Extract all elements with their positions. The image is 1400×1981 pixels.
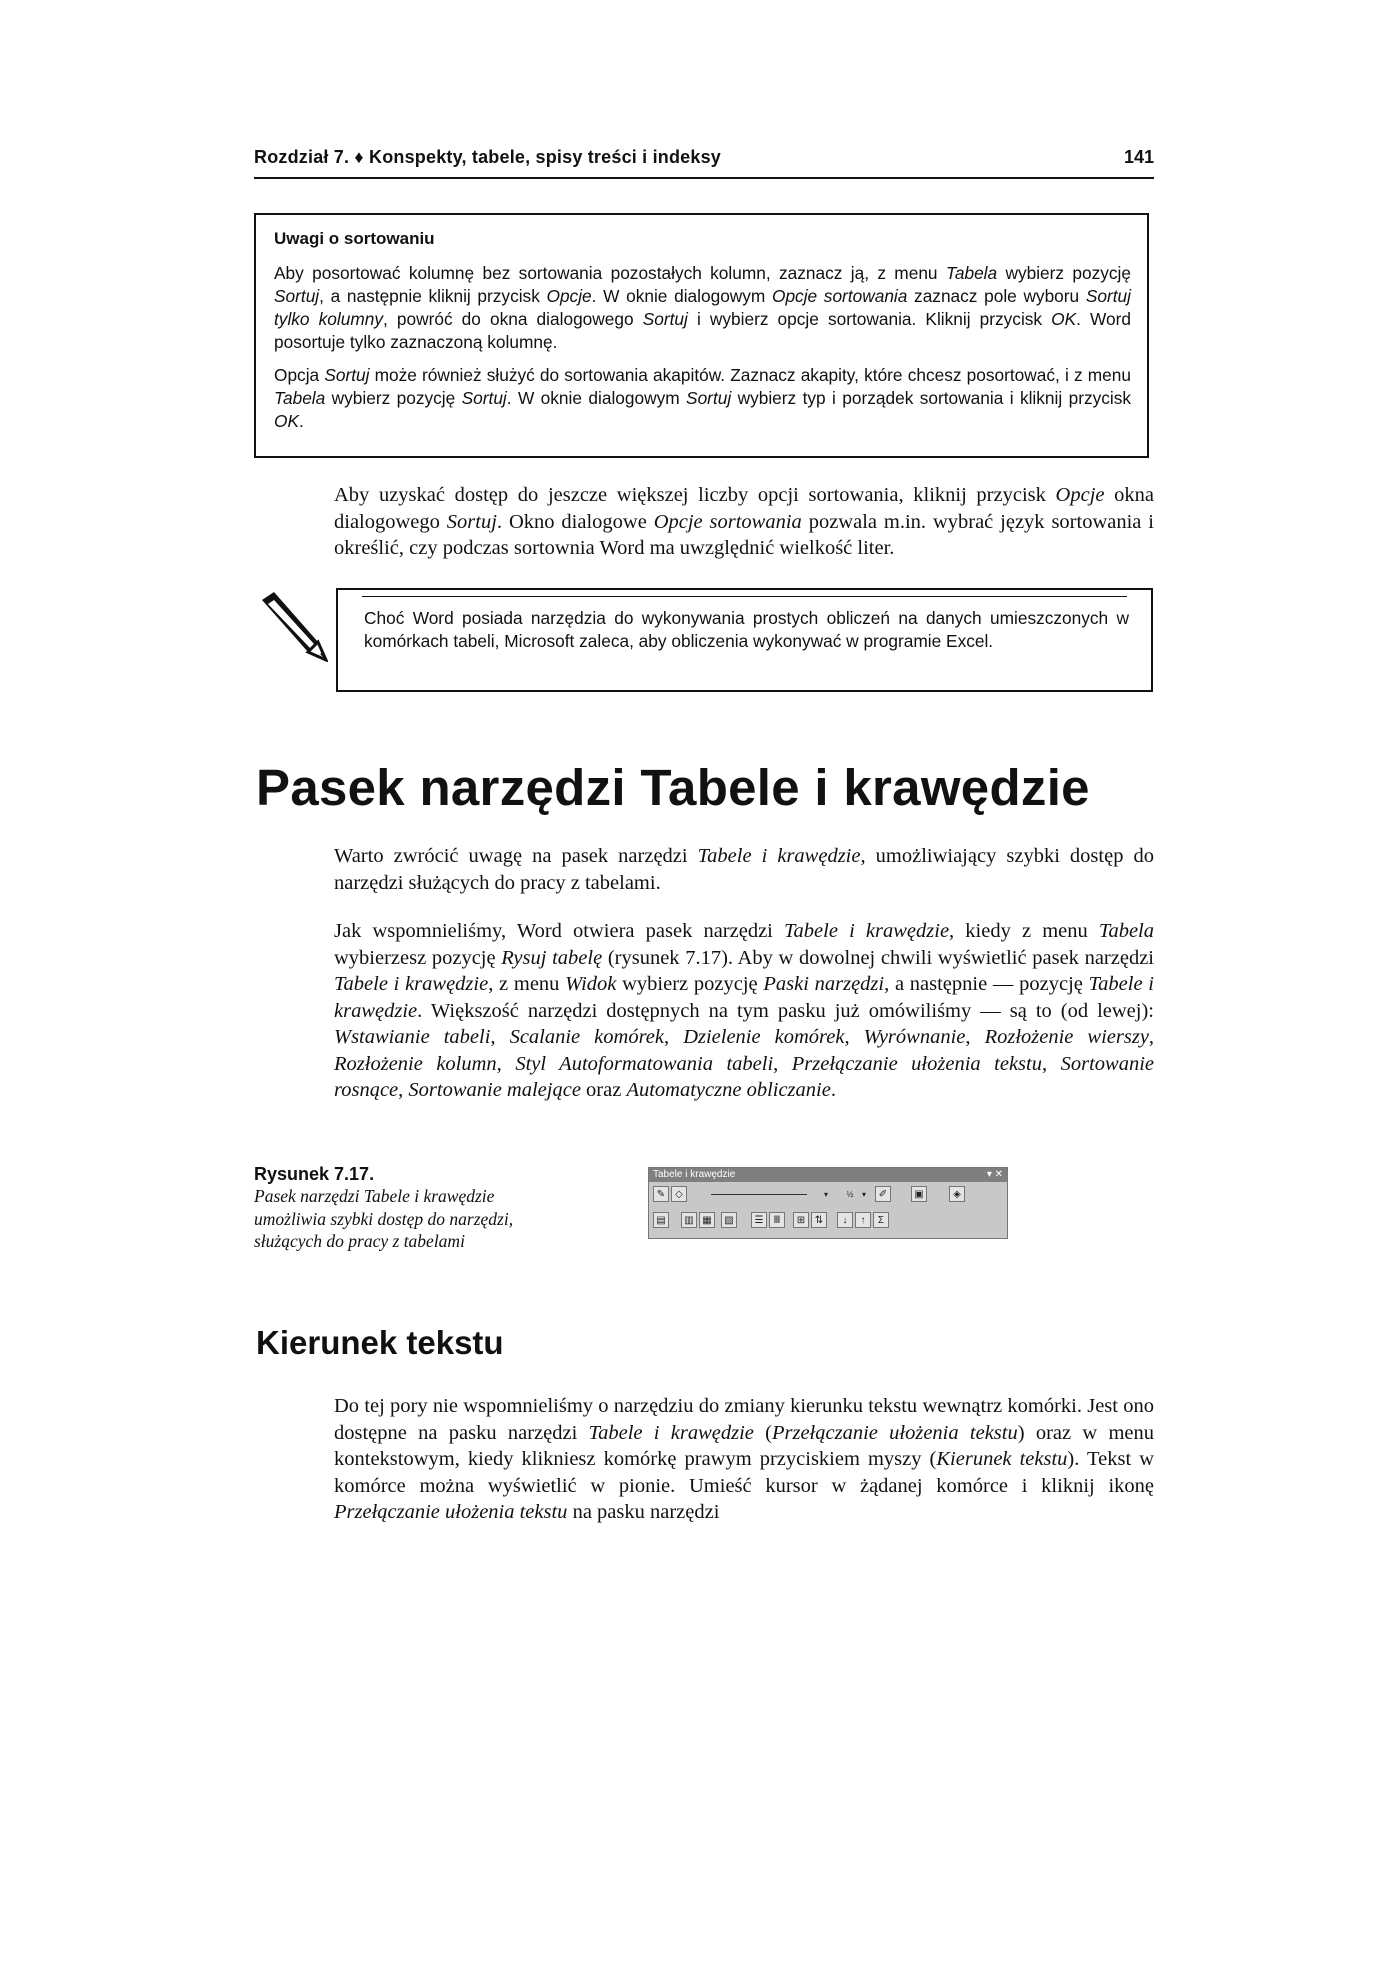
toolbar-row-1 <box>649 1182 1007 1208</box>
toolbar-title: Tabele i krawędzie <box>653 1169 736 1180</box>
figure-label: Rysunek 7.17. <box>254 1164 375 1184</box>
tip-note-box <box>336 588 1153 692</box>
split-cells-icon: ▦ <box>699 1212 715 1228</box>
insert-table-icon: ▤ <box>653 1212 669 1228</box>
paragraph-toolbar-intro: Warto zwrócić uwagę na pasek narzędzi Tabele i krawędzie, umożliwiający szybki dostęp do narzędzi służących do pracy z tabelami. <box>334 845 1154 894</box>
paragraph-sort-options: Aby uzyskać dostęp do jeszcze większej liczby opcji sortowania, kliknij przycisk Opcje okna dialogowego Sortuj. Okno dialogowe Opcje sortowania pozwala m.in. wybrać język sortowania i określić, czy podczas sortownia Word ma uwzględnić wielkość liter. <box>334 484 1155 559</box>
line-style-icon <box>711 1194 807 1195</box>
draw-table-icon: ✎ <box>653 1186 669 1202</box>
shading-color-icon: ◈ <box>949 1186 965 1202</box>
tip-note-text: Choć Word posiada narzędzia do wykonywania prostych obliczeń na danych umieszczonych w komórkach tabeli, Microsoft zaleca, aby obliczenia wykonywać w programie Excel. <box>364 608 1129 651</box>
toolbar-title-bar <box>649 1168 1007 1182</box>
border-color-icon: ✐ <box>875 1186 891 1202</box>
line-weight-value: ½ <box>846 1190 854 1199</box>
notes-paragraph-2: Opcja Sortuj może również służyć do sortowania akapitów. Zaznacz akapity, które chcesz posortować, i z menu Tabela wybierz pozycję Sortuj. W oknie dialogowym Sortuj wybierz typ i porządek sortowania i kliknij przycisk OK. <box>274 365 1131 431</box>
sort-ascending-icon: ↓ <box>837 1212 853 1228</box>
eraser-icon: ◇ <box>671 1186 687 1202</box>
subsection-heading: Kierunek tekstu <box>256 1324 504 1361</box>
paragraph-text-direction: Do tej pory nie wspomnieliśmy o narzędziu do zmiany kierunku tekstu wewnątrz komórki. Jest ono dostępne na pasku narzędzi Tabele i krawędzie (Przełączanie ułożenia tekstu) oraz w menu kontekstowym, kiedy klikniesz komórkę prawym przyciskiem myszy (Kierunek tekstu). Tekst w komórce można wyświetlić w pionie. Umieść kursor w żądanej komórce i kliknij ikonę Przełączanie ułożenia tekstu na pasku narzędzi <box>334 1395 1155 1523</box>
sorting-notes-box <box>254 213 1149 458</box>
figure-caption <box>254 1163 514 1253</box>
pencil-note-icon <box>258 590 328 662</box>
distribute-columns-icon: Ⅲ <box>769 1212 785 1228</box>
page-number: 141 <box>1123 147 1154 167</box>
distribute-rows-icon: ☰ <box>751 1212 767 1228</box>
line-style-dropdown-icon: ▾ <box>823 1190 828 1199</box>
toolbar-close-icon: ▾ ✕ <box>986 1169 1003 1180</box>
notes-box-title: Uwagi o sortowaniu <box>274 229 435 248</box>
running-header <box>254 147 1154 179</box>
figure-caption-text: Pasek narzędzi Tabele i krawędzie umożliwia szybki dostęp do narzędzi, służących do pracy z tabelami <box>254 1186 514 1251</box>
chapter-title: Rozdział 7. ♦ Konspekty, tabele, spisy treści i indeksy <box>254 147 722 167</box>
table-autoformat-icon: ⊞ <box>793 1212 809 1228</box>
outside-border-icon: ▣ <box>911 1186 927 1202</box>
align-icon: ▧ <box>721 1212 737 1228</box>
line-weight-dropdown-icon: ▾ <box>861 1190 866 1199</box>
sort-descending-icon: ↑ <box>855 1212 871 1228</box>
notes-paragraph-1: Aby posortować kolumnę bez sortowania pozostałych kolumn, zaznacz ją, z menu Tabela wybierz pozycję Sortuj, a następnie kliknij przycisk Opcje. W oknie dialogowym Opcje sortowania zaznacz pole wyboru Sortuj tylko kolumny, powróć do okna dialogowego Sortuj i wybierz opcje sortowania. Kliknij przycisk OK. Word posortuje tylko zaznaczoną kolumnę. <box>274 263 1131 352</box>
toolbar-row-2 <box>649 1208 1007 1234</box>
section-heading: Pasek narzędzi Tabele i krawędzie <box>256 759 1090 816</box>
paragraph-toolbar-details: Jak wspomnieliśmy, Word otwiera pasek narzędzi Tabele i krawędzie, kiedy z menu Tabela wybierzesz pozycję Rysuj tabelę (rysunek 7.17). Aby w dowolnej chwili wyświetlić pasek narzędzi Tabele i krawędzie, z menu Widok wybierz pozycję Paski narzędzi, a następnie — pozycję Tabele i krawędzie. Większość narzędzi dostępnych na tym pasku już omówiliśmy — są to (od lewej): Wstawianie tabeli, Scalanie komórek, Dzielenie komórek, Wyrównanie, Rozłożenie wierszy, Rozłożenie kolumn, Styl Autoformatowania tabeli, Przełączanie ułożenia tekstu, Sortowanie rosnące, Sortowanie malejące oraz Automatyczne obliczanie. <box>334 920 1155 1101</box>
tables-borders-toolbar <box>648 1167 1008 1239</box>
autosum-icon: Σ <box>873 1212 889 1228</box>
tip-top-rule <box>362 596 1127 597</box>
merge-cells-icon: ▥ <box>681 1212 697 1228</box>
text-direction-icon: ⇅ <box>811 1212 827 1228</box>
